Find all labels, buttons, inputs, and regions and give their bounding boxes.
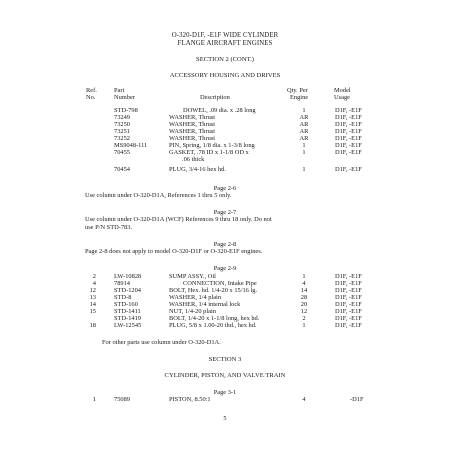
part-number: 73250 — [114, 121, 130, 128]
qty-per-engine: 20 — [300, 301, 308, 308]
qty-per-engine: AR — [299, 128, 309, 135]
qty-per-engine: AR — [299, 135, 309, 142]
page-2-8-heading: Page 2-8 — [213, 241, 237, 248]
qty-per-engine: 1 — [302, 273, 306, 280]
description: PIN, Spring, 1/8 dia. x 1-3/8 long — [169, 142, 255, 149]
header-part-line1: Part — [114, 87, 125, 94]
section2-heading: SECTION 2 (CONT.) — [196, 56, 254, 63]
table-row — [0, 166, 450, 174]
description: NUT, 1/4-20 plain — [169, 308, 216, 315]
description: WASHER, Thrust — [169, 121, 216, 128]
qty-per-engine: 1 — [302, 166, 306, 173]
page-2-6-note: Use column under O-320-D1A, References 1 thru 5 only. — [85, 192, 232, 199]
model-usage: D1F, -E1F — [335, 149, 362, 156]
header-description: Description — [200, 94, 230, 101]
qty-per-engine: 2 — [302, 315, 306, 322]
model-usage: D1F, -E1F — [335, 301, 362, 308]
ref-no: 14 — [89, 301, 96, 308]
ref-no: 13 — [89, 294, 96, 301]
model-usage: D1F, -E1F — [335, 107, 362, 114]
part-number: 73249 — [114, 114, 130, 121]
part-number: 73251 — [114, 128, 130, 135]
model-usage: D1F, -E1F — [335, 135, 362, 142]
section2-subheading: ACCESSORY HOUSING AND DRIVES — [169, 72, 281, 79]
table-row — [0, 156, 450, 164]
header-ref-line2: No. — [86, 94, 96, 101]
ref-no: 4 — [92, 280, 96, 287]
qty-per-engine: 1 — [302, 322, 306, 329]
description: SUMP ASSY., Oil — [169, 273, 216, 280]
model-usage: D1F, -E1F — [335, 315, 362, 322]
qty-per-engine: AR — [299, 121, 309, 128]
model-usage: D1F, -E1F — [335, 166, 362, 173]
page-2-6-heading: Page 2-6 — [213, 185, 237, 192]
model-usage: D1F, -E1F — [335, 273, 362, 280]
part-number: LW-10828 — [114, 273, 142, 280]
model-usage: D1F, -E1F — [335, 142, 362, 149]
description: DOWEL, .09 dia. x .28 long — [183, 107, 256, 114]
header-qty-line1: Qty. Per — [287, 87, 308, 94]
page-2-9-heading: Page 2-9 — [213, 265, 237, 272]
page-2-7-note-line1: Use column under O-320-D1A (WCF) References 9 thru 18 only. Do not — [85, 216, 272, 223]
qty-per-engine: 12 — [300, 308, 308, 315]
page-3-1-heading: Page 3-1 — [213, 389, 237, 396]
part-number: 78914 — [114, 280, 130, 287]
part-number: STD-8 — [114, 294, 132, 301]
qty-per-engine: AR — [299, 114, 309, 121]
model-usage: D1F, -E1F — [335, 308, 362, 315]
table-row — [0, 396, 450, 404]
description: BOLT, 1/4-20 x 1-1/8 long, hex hd. — [169, 315, 260, 322]
model-usage: D1F, -E1F — [335, 114, 362, 121]
part-number: LW-12545 — [114, 322, 142, 329]
qty-per-engine: 1 — [302, 142, 306, 149]
part-number: STD-160 — [114, 301, 138, 308]
header-part-line2: Number — [114, 94, 135, 101]
description: .06 thick — [182, 156, 205, 163]
part-number: STD-1411 — [114, 308, 141, 315]
model-usage: D1F, -E1F — [335, 294, 362, 301]
model-usage: D1F, -E1F — [335, 287, 362, 294]
doc-title-line1: O-320-D1F, -E1F WIDE CYLINDER — [171, 32, 279, 39]
description: PLUG, 3/4-16 hex hd. — [169, 166, 226, 173]
page-2-7-note-line2: use P/N STD-783. — [85, 224, 133, 231]
ref-no: 1 — [92, 396, 96, 403]
description: WASHER, 1/4 internal lock — [169, 301, 241, 308]
ref-no: 2 — [92, 273, 96, 280]
description: CONNECTION, Intake Pipe — [183, 280, 257, 287]
description: WASHER, Thrust — [169, 114, 216, 121]
ref-no: 12 — [89, 287, 96, 294]
model-usage: D1F, -E1F — [335, 280, 362, 287]
doc-title-line2: FLANGE AIRCRAFT ENGINES — [177, 40, 273, 47]
part-number: 70454 — [114, 166, 130, 173]
page-number: 5 — [223, 415, 227, 422]
other-parts-note: For other parts use column under O-320-D1A. — [102, 339, 221, 346]
page-2-8-note: Page 2-8 does not apply to model O-320-D1F or O-320-E1F engines. — [85, 248, 263, 255]
part-number: STD-1204 — [114, 287, 141, 294]
page-2-7-heading: Page 2-7 — [213, 209, 237, 216]
model-usage: D1F, -E1F — [335, 121, 362, 128]
model-usage: -D1F — [350, 396, 364, 403]
ref-no: 18 — [89, 322, 96, 329]
qty-per-engine: 1 — [302, 149, 306, 156]
description: WASHER, Thrust — [169, 135, 216, 142]
description: WASHER, Thrust — [169, 128, 216, 135]
part-number: MS9048-111 — [114, 142, 148, 149]
header-model-line1: Model — [334, 87, 351, 94]
description: WASHER, 1/4 plain — [169, 294, 222, 301]
section3-heading: SECTION 3 — [208, 356, 242, 363]
description: PLUG, 5/8 x 1.00-20 thd., hex hd. — [169, 322, 257, 329]
section3-subheading: CYLINDER, PISTON, AND VALVE TRAIN — [164, 372, 286, 379]
description: GASKET, .78 ID x 1-1/8 OD x — [169, 149, 249, 156]
description: BOLT, Hex. hd. 1/4-20 x 15/16 lg. — [169, 287, 258, 294]
model-usage: D1F, -E1F — [335, 128, 362, 135]
header-qty-line2: Engine — [290, 94, 309, 101]
header-model-line2: Usage — [334, 94, 350, 101]
qty-per-engine: 4 — [302, 280, 306, 287]
qty-per-engine: 1 — [302, 107, 306, 114]
ref-no: 15 — [89, 308, 96, 315]
part-number: 70455 — [114, 149, 130, 156]
qty-per-engine: 4 — [302, 396, 306, 403]
part-number: STD-798 — [114, 107, 138, 114]
table-row — [0, 322, 450, 330]
qty-per-engine: 28 — [300, 294, 308, 301]
header-ref-line1: Ref. — [86, 87, 97, 94]
model-usage: D1F, -E1F — [335, 322, 362, 329]
qty-per-engine: 14 — [300, 287, 308, 294]
description: PISTON, 8.50:1 — [169, 396, 211, 403]
part-number: STD-1419 — [114, 315, 141, 322]
part-number: 73252 — [114, 135, 130, 142]
part-number: 75089 — [114, 396, 130, 403]
